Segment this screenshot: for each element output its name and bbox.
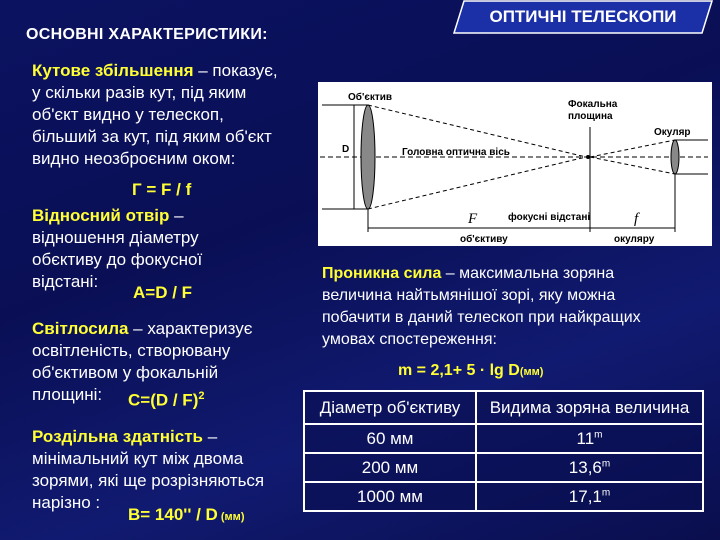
angular-magnification-text [32,60,278,170]
diameter-cell: 60 мм [304,424,476,453]
term: Відносний отвір [32,206,170,225]
label: окуляру [614,234,655,245]
diameter-cell: 1000 мм [304,482,476,511]
label: площина [568,111,613,122]
resolution-text [32,426,264,514]
label: D [342,144,350,155]
table-row [304,482,703,511]
table-row [304,453,703,482]
text: – характеризує [128,319,253,338]
label: F [468,211,478,227]
magnitude-value: 17,1 [568,486,602,506]
magnitude-value: 11 [576,428,595,448]
formula-penetrating [398,362,543,380]
text-line: у скільки разів кут, під яким [32,83,247,102]
formula-text: C=(D / F) [128,390,199,410]
magnitude-value: 13,6 [568,457,602,477]
magnitude-cell [476,453,703,482]
formula-exponent: 2 [198,390,205,402]
formula-text: m = 2,1+ 5 · lg D [398,362,520,379]
magnitude-unit: m [601,486,611,498]
text-line: мінімальний кут між двома [32,449,244,468]
title-badge [452,0,714,34]
text: – [202,427,218,446]
text: – показує, [193,61,278,80]
term: Кутове збільшення [32,61,194,80]
label: об'єктиву [460,234,508,245]
text-line: видно неозброєним оком: [32,149,236,168]
header-cell: Діаметр об'єктиву [304,391,476,424]
label: f [634,211,639,227]
text: – [169,206,184,225]
formula-aperture: A=D / F [133,283,193,302]
magnitude-cell [476,482,703,511]
magnitude-unit: m [601,457,611,469]
telescope-diagram-svg [318,82,712,246]
eyepiece-lens [671,140,679,174]
magnitude-cell [476,424,703,453]
relative-aperture-text [32,205,202,293]
text-line: умовах спостереження: [322,331,497,348]
term: Проникна сила [322,265,442,282]
term: Світлосила [32,319,129,338]
formula-resolution [128,505,245,525]
penetrating-power-text [322,263,641,351]
text-line: відношення діаметру [32,228,199,247]
formula-text: B= 140'' / D [128,505,218,524]
label: Фокальна [568,99,618,110]
main-heading: ОСНОВНІ ХАРАКТЕРИСТИКИ: [26,26,268,43]
slide-title: ОПТИЧНІ ТЕЛЕСКОПИ [489,7,677,26]
text-line: нарізно : [32,493,101,512]
label: Окуляр [654,127,691,138]
text-line: побачити в даний телескоп при найкращих [322,309,641,326]
text-line: об'єкт видно у телескоп, [32,105,224,124]
objective-lens [361,105,375,209]
text-line: відстані: [32,272,99,291]
text-line: зорями, які ще розрізняються [32,471,265,490]
magnitude-unit: m [594,428,603,440]
telescope-diagram [318,82,712,246]
formula-luminosity [128,390,204,411]
text-line: об'єктивом у фокальній [32,363,219,382]
diameter-cell: 200 мм [304,453,476,482]
formula-angular: Г = F / f [132,180,192,199]
magnitude-table [303,390,704,512]
table-header-row [304,391,703,424]
label: Об'єктив [348,92,393,103]
text-line: обєктиву до фокусної [32,250,203,269]
table-row [304,424,703,453]
formula-unit: (мм) [217,511,245,523]
text: – максимальна зоряна [441,265,615,282]
label: фокусні відстані [508,212,591,223]
label: Головна оптична вісь [402,147,510,158]
term: Роздільна здатність [32,427,203,446]
header-cell: Видима зоряна величина [476,391,703,424]
text-line: більший за кут, під яким об'єкт [32,127,272,146]
text-line: освітленість, створювану [32,341,231,360]
text-line: величина найтьмянішої зорі, яку можна [322,287,616,304]
text-line: площині: [32,385,103,404]
formula-unit: (мм) [519,366,544,378]
